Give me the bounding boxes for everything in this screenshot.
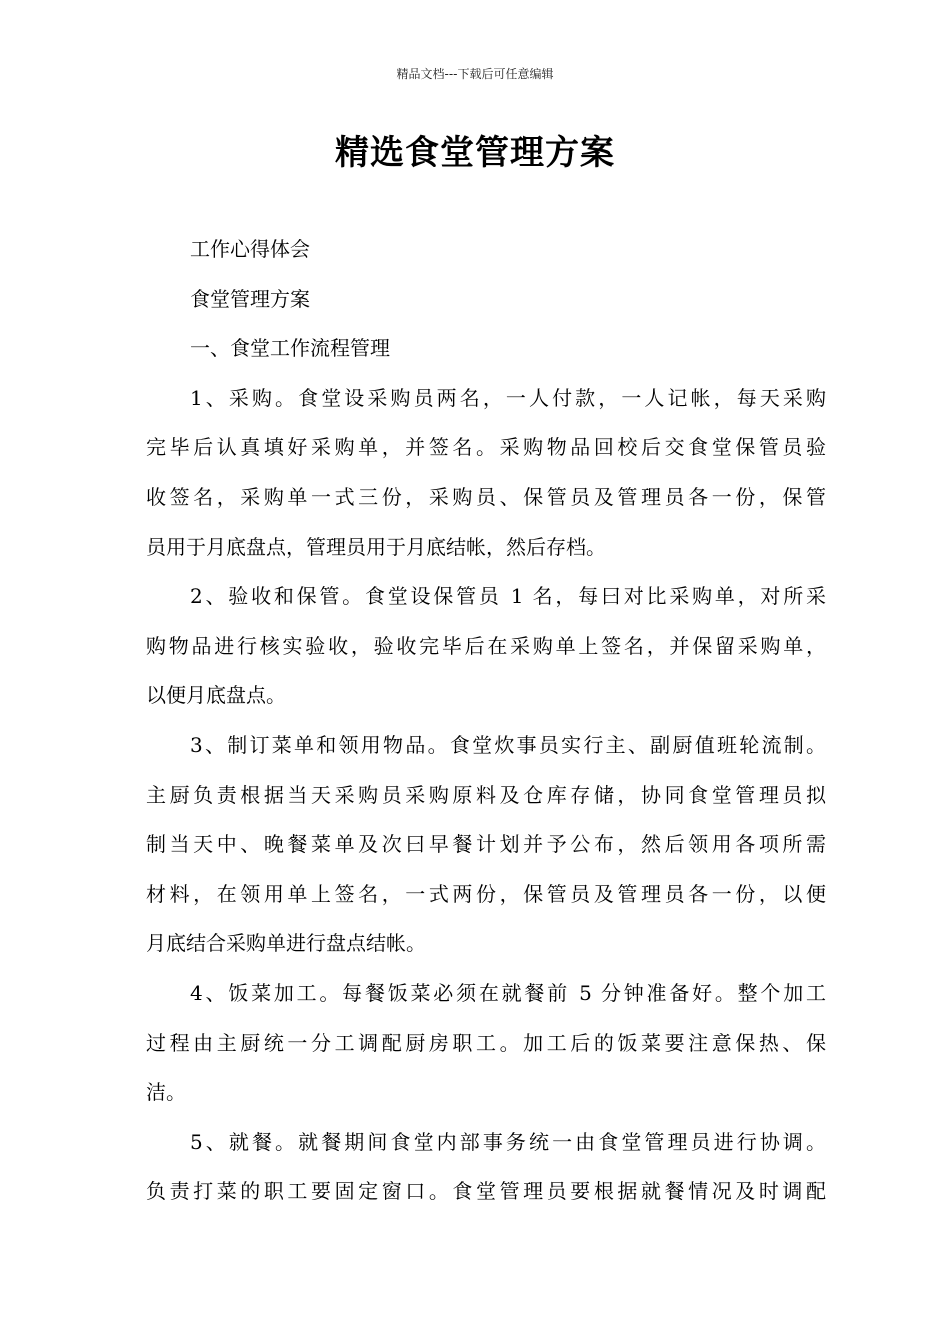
text-line: 材料，在领用单上签名，一式两份，保管员及管理员各一份，以便	[146, 881, 826, 906]
text-line: 过程由主厨统一分工调配厨房职工。加工后的饭菜要注意保热、保	[146, 1030, 826, 1055]
text-line: 负责打菜的职工要固定窗口。食堂管理员要根据就餐情况及时调配	[146, 1179, 826, 1204]
text-line: 工作心得体会	[190, 237, 310, 261]
document-body	[146, 225, 826, 1217]
text-line: 3、制订菜单和领用物品。食堂炊事员实行主、副厨值班轮流制。	[190, 732, 826, 757]
text-line: 2、验收和保管。食堂设保管员 1 名，每曰对比采购单，对所采	[190, 584, 826, 609]
text-line: 5、就餐。就餐期间食堂内部事务统一由食堂管理员进行协调。	[190, 1129, 826, 1154]
text-line: 主厨负责根据当天采购员采购原料及仓库存储，协同食堂管理员拟	[146, 782, 826, 807]
text-line: 以便月底盘点。	[146, 683, 286, 708]
header-note: 精品文档---下载后可任意编辑	[396, 67, 554, 81]
text-line: 制当天中、晚餐菜单及次曰早餐计划并予公布，然后领用各项所需	[146, 832, 826, 857]
text-line: 收签名，采购单一式三份，采购员、保管员及管理员各一份，保管	[146, 484, 826, 509]
text-line: 食堂管理方案	[190, 286, 310, 311]
text-line: 1、采购。食堂设采购员两名，一人付款，一人记帐，每天采购	[190, 385, 826, 410]
text-line: 洁。	[146, 1080, 186, 1105]
text-line: 完毕后认真填好采购单，并签名。采购物品回校后交食堂保管员验	[146, 435, 826, 460]
text-line: 4、饭菜加工。每餐饭菜必须在就餐前 5 分钟准备好。整个加工	[190, 980, 826, 1005]
text-line: 一、食堂工作流程管理	[190, 336, 390, 361]
text-line: 月底结合采购单进行盘点结帐。	[146, 931, 426, 956]
text-line: 购物品进行核实验收，验收完毕后在采购单上签名，并保留采购单，	[146, 633, 826, 658]
document-title: 精选食堂管理方案	[335, 133, 615, 173]
text-line: 员用于月底盘点，管理员用于月底结帐，然后存档。	[146, 534, 606, 559]
